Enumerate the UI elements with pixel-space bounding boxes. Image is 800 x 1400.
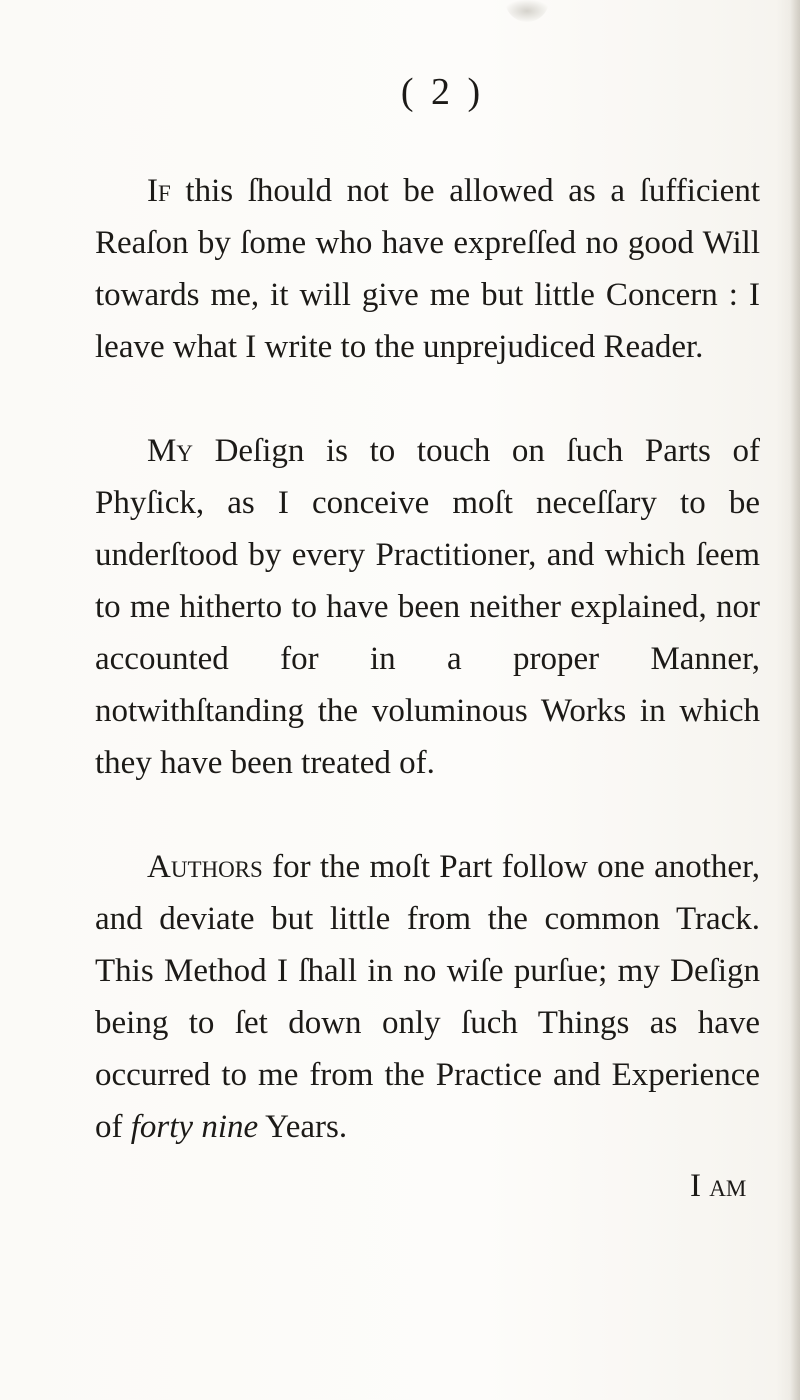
paragraph-2-lead: My	[147, 433, 193, 469]
catchword: I am	[690, 1168, 747, 1204]
paragraph-3	[95, 841, 760, 1153]
paper-stain	[505, 0, 549, 22]
paragraph-2-text: Deſign is to touch on ſuch Parts of Phyſick, as I conceive moſt neceſſary to be underſtood by every Practitioner, and which ſeem to me hitherto to have been neither explained, nor accounted for in a proper Manner, notwithſtanding the voluminous Works in which they have been treated of.	[95, 433, 760, 781]
paragraph-3-lead: Authors	[147, 849, 263, 885]
paragraph-2	[95, 425, 760, 789]
paragraph-3-italic: forty nine	[130, 1109, 259, 1145]
paragraph-1	[95, 165, 760, 373]
paragraph-1-text: this ſhould not be allowed as a ſufficient Reaſon by ſome who have expreſſed no good Will towards me, it will give me but little Concern : I leave what I write to the unprejudiced Reader.	[95, 173, 760, 365]
page-number: ( 2 )	[400, 71, 485, 113]
page-edge-shadow	[790, 0, 800, 1400]
paragraph-3-text: for the moſt Part follow one another, and deviate but little from the common Track. This Method I ſhall in no wiſe purſue; my Deſign being to ſet down only ſuch Things as have occurred to me from the Practice and Experience of	[95, 849, 760, 1145]
paragraph-1-lead: If	[147, 173, 171, 209]
body-text	[95, 165, 760, 1205]
paragraph-3-tail: Years.	[258, 1109, 348, 1145]
